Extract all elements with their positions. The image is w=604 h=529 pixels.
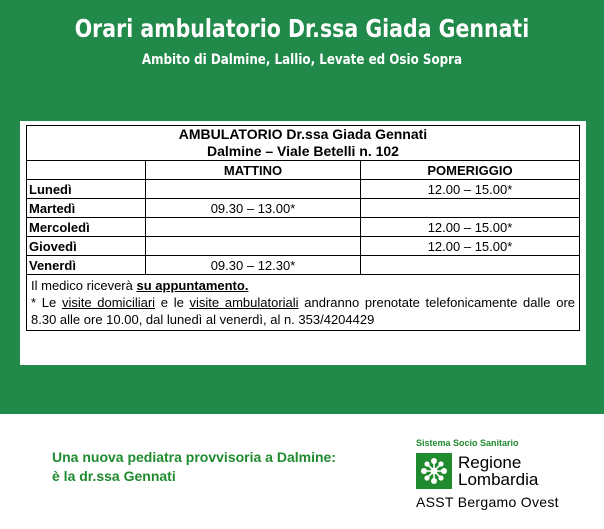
afternoon-cell: 12.00 – 15.00* bbox=[361, 180, 580, 199]
afternoon-cell: 12.00 – 15.00* bbox=[361, 237, 580, 256]
morning-cell bbox=[146, 180, 361, 199]
clinic-visits-text: visite ambulatoriali bbox=[189, 295, 299, 310]
column-header-row bbox=[27, 161, 580, 180]
logo-region-name: Regione Lombardia bbox=[458, 453, 539, 489]
schedule-card bbox=[20, 121, 586, 365]
appointment-emphasis: su appuntamento. bbox=[136, 278, 249, 293]
regione-lombardia-logo bbox=[416, 438, 596, 522]
table-row bbox=[27, 199, 580, 218]
afternoon-cell: 12.00 – 15.00* bbox=[361, 218, 580, 237]
table-row bbox=[27, 237, 580, 256]
notes-cell bbox=[27, 275, 580, 331]
booking-note: * Le visite domiciliari e le visite ambulatoriali andranno prenotate telefonicamente dalle ore 8.30 alle ore 10.00, dal lunedì al venerdì, al n. 353/4204429 bbox=[31, 295, 575, 327]
page-subtitle: Ambito di Dalmine, Lallio, Levate ed Osio Sopra bbox=[141, 52, 463, 68]
clinic-address: Dalmine – Viale Betelli n. 102 bbox=[207, 143, 399, 159]
clinic-heading bbox=[27, 126, 580, 161]
day-cell: Venerdì bbox=[27, 256, 146, 275]
page-title: Orari ambulatorio Dr.ssa Giada Gennati bbox=[74, 14, 530, 43]
morning-cell: 09.30 – 12.30* bbox=[146, 256, 361, 275]
schedule-table bbox=[26, 125, 580, 331]
afternoon-column-header: POMERIGGIO bbox=[361, 161, 580, 180]
day-cell: Giovedì bbox=[27, 237, 146, 256]
day-cell: Martedì bbox=[27, 199, 146, 218]
day-cell: Mercoledì bbox=[27, 218, 146, 237]
notes-row bbox=[27, 275, 580, 331]
clinic-name: AMBULATORIO Dr.ssa Giada Gennati bbox=[178, 126, 428, 142]
day-cell: Lunedì bbox=[27, 180, 146, 199]
table-row bbox=[27, 180, 580, 199]
logo-asst-text: ASST Bergamo Ovest bbox=[416, 494, 559, 510]
home-visits-text: visite domiciliari bbox=[61, 295, 156, 310]
morning-cell bbox=[146, 218, 361, 237]
morning-cell: 09.30 – 13.00* bbox=[146, 199, 361, 218]
table-row bbox=[27, 218, 580, 237]
table-header-row bbox=[27, 126, 580, 161]
day-column-header bbox=[27, 161, 146, 180]
appointment-note: Il medico riceverà su appuntamento. bbox=[31, 278, 249, 293]
table-row bbox=[27, 256, 580, 275]
logo-system-text: Sistema Socio Sanitario bbox=[416, 438, 519, 448]
morning-cell bbox=[146, 237, 361, 256]
afternoon-cell bbox=[361, 256, 580, 275]
morning-column-header: MATTINO bbox=[146, 161, 361, 180]
news-headline-link[interactable]: Una nuova pediatra provvisoria a Dalmine: è la dr.ssa Gennati bbox=[52, 449, 336, 484]
lombardia-rose-icon bbox=[416, 453, 452, 489]
afternoon-cell bbox=[361, 199, 580, 218]
